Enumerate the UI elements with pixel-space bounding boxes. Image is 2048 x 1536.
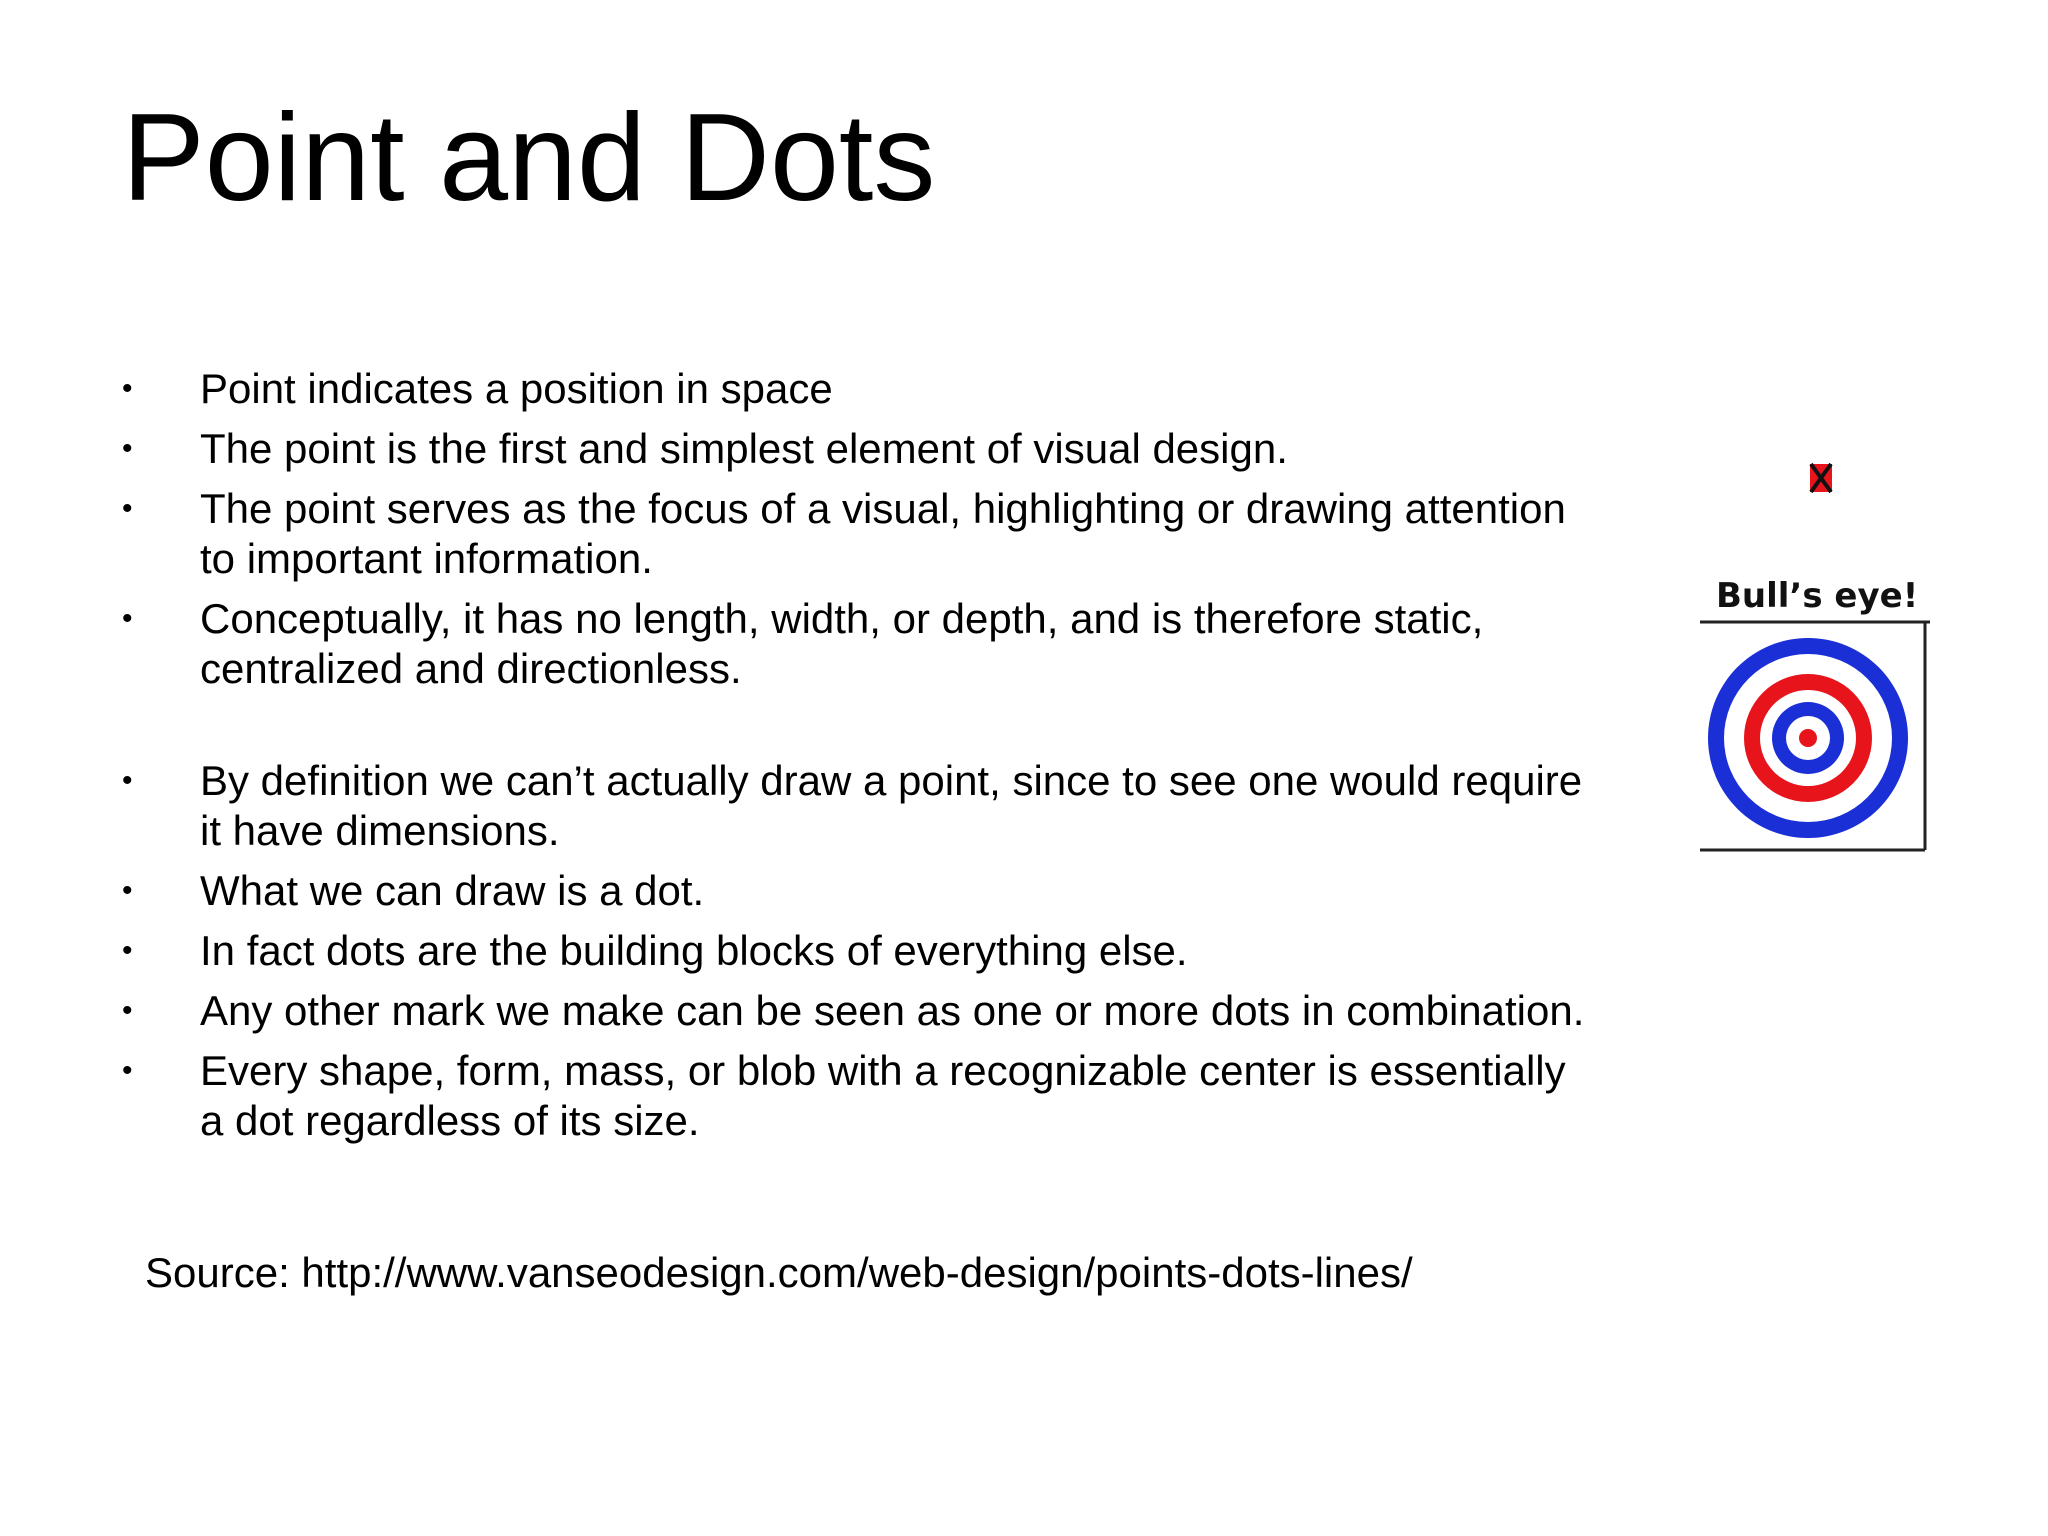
list-item (122, 484, 1592, 584)
bullet-icon: • (122, 1054, 133, 1087)
bullet-text: Point indicates a position in space (200, 365, 833, 412)
bullet-icon: • (122, 602, 133, 635)
bullet-list (122, 364, 1592, 1156)
bullet-icon: • (122, 764, 133, 797)
bullseye-figure (1690, 440, 1930, 860)
bullet-icon: • (122, 492, 133, 525)
bullet-icon: • (122, 432, 133, 465)
bullet-text: Any other mark we make can be seen as one or more dots in combination. (200, 987, 1585, 1034)
list-item (122, 926, 1592, 976)
bullet-text: Every shape, form, mass, or blob with a recognizable center is essentially a dot regardless of its size. (200, 1047, 1566, 1144)
list-item (122, 364, 1592, 414)
target-rings (1708, 638, 1908, 838)
list-item (122, 1046, 1592, 1146)
bullet-text: In fact dots are the building blocks of everything else. (200, 927, 1188, 974)
bullet-text: The point is the first and simplest element of visual design. (200, 425, 1288, 472)
bullet-icon: • (122, 372, 133, 405)
dart-icon (1810, 464, 1832, 492)
list-item (122, 594, 1592, 694)
list-item (122, 866, 1592, 916)
figure-caption: Bull’s eye! (1716, 576, 1919, 616)
list-item (122, 756, 1592, 856)
bullet-text: What we can draw is a dot. (200, 867, 705, 914)
list-item (122, 986, 1592, 1036)
bullet-text: Conceptually, it has no length, width, or depth, and is therefore static, centralized and directionless. (200, 595, 1484, 692)
bullet-icon: • (122, 994, 133, 1027)
bullet-text: By definition we can’t actually draw a point, since to see one would require it have dimensions. (200, 757, 1583, 854)
bullet-text: The point serves as the focus of a visual, highlighting or drawing attention to important information. (200, 485, 1566, 582)
source-citation: Source: http://www.vanseodesign.com/web-design/points-dots-lines/ (145, 1249, 1413, 1296)
list-item (122, 424, 1592, 474)
bullet-icon: • (122, 874, 133, 907)
slide-title: Point and Dots (122, 89, 936, 227)
bullet-icon: • (122, 934, 133, 967)
bullseye-target-icon (1690, 440, 1930, 860)
